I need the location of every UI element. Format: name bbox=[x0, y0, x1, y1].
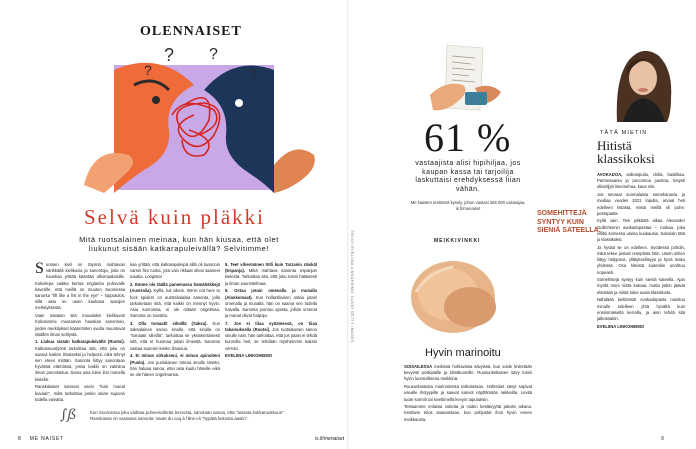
paragraph: Ranskalaiset sanovat usein "kuin munat kuvaan", mikä tarkoittaa jonkin asian sujuvan todella vaivatta. bbox=[35, 384, 125, 402]
columnist-portrait bbox=[605, 38, 681, 122]
pullquote: SOMEHITTEJÄ SYNTYY KUIN SIENIÄ SATEELLA. bbox=[537, 210, 601, 234]
column-title: Hitistä klassikoksi bbox=[597, 138, 655, 166]
statistic-description: vastaajista alisi hipihiljaa, jos kaupan kassa tai tarjoilija laskuttaisi erehdyksessä liian vähän. bbox=[415, 160, 521, 193]
paragraph-lead: 5. Teet vihermänen tölli kuin Tarzanin räiskäl (Espanja). bbox=[225, 262, 317, 274]
article-column-2 bbox=[130, 262, 220, 402]
svg-text:?: ? bbox=[249, 66, 257, 82]
paragraph: valkosipulia, chiliä, basilikaa. Parmesaania ja pecorinoa juustoa, tietysti oliiviöljyä limemehua, kaus niin. bbox=[597, 172, 685, 190]
statistic-source: Me Naisten teettämä kysely, johon vastasi 255 000 vastaajaa, is.fi/menaiset bbox=[410, 200, 526, 211]
footer-url: is.fi/menaiset bbox=[315, 436, 345, 442]
paragraph-lead: 3. Olla tomaatit silmillä (Saksa). bbox=[130, 320, 208, 326]
author-signature: EVELIINA LINKOHEIMO bbox=[225, 353, 273, 359]
paragraph-lead: 6. Ostaa jotain omenalla ja munalla (Alankomaat). bbox=[225, 288, 317, 300]
paragraph: Somehittejä syntyy kuin sieniä sateella. Ajan myötä moni niistä katoaa, mutta jotkin jäävät elämään ja niistä tulee uusia klassikoita. bbox=[597, 277, 685, 295]
main-headline: Selvä kuin pläkki bbox=[84, 205, 265, 229]
svg-text:?: ? bbox=[164, 45, 175, 65]
paragraph-lead: 7. Jos ei tiiaa syöämessä, on tiiaa takamuksella (Ruotsi). bbox=[225, 320, 317, 333]
receipt-illustration bbox=[425, 40, 505, 118]
paragraph: uomen kieli on täynnä mahtavan värikkäitä kielikuvia ja sanontoja, joita on hauskaa yrittää kääntää ulkomaalaisille. Kokeilepa vaikka kertoa englantia puhuvalle kaverille, että meillä on muuten Suomessa sanonta "lift like a fist in the eye" – lopputulos, sillä asia on usein kaukana sanojen merkityksestä. bbox=[35, 262, 125, 311]
column-body bbox=[597, 172, 685, 430]
paragraph: Ja hyvää se on edelleen. Syödessä pohdin, mikä tekee jostain reseptistä hitin. Usein siihen liittyy helppous, yllätyksellisyys ja hyvä maku yhdessä. Osa hiteistä kuitenkin unohtuu nopeasti. bbox=[597, 244, 685, 275]
svg-text:?: ? bbox=[209, 46, 218, 63]
footer-right bbox=[593, 436, 664, 442]
paragraph: Kylllä, luit oikein. We're not here to fuck spiders on australialaisia sanonta, jolla tarkoitetaan sitä, että kaikki on mennyt hyvin. Asia kunnossa, ei ole mitään ongelmaa. Sanonta on suosittu. bbox=[130, 288, 220, 319]
svg-text:?: ? bbox=[144, 62, 152, 78]
headline-deck: Mitä ruotsalainen meinaa, kun hän kiusaa, että olet liukunut sisään katkarapuleivällä? Selvitimme! bbox=[79, 235, 279, 253]
article-column-1 bbox=[35, 262, 125, 402]
signature-mark: ∫ß bbox=[60, 407, 77, 423]
page-number: 9 bbox=[661, 436, 664, 442]
dropcap: S bbox=[35, 262, 44, 277]
paragraph: Jos ruotsalainen sanoo sinulle näin, hän tarkoittaa, että jos jotain ei tehdä kunnolla heti, se tehdään myöhemmin kaksin verroin. bbox=[225, 327, 317, 351]
paragraph: Ruusunlastusta marinoimista tarkoitetaan. Hohteiset sävyt sopivat usealle ihotyypille ja saavat kasvot näyttämään raikkailta. Levitä tuote sormin tai siveltimellä kevyin taputuksin. bbox=[404, 384, 532, 402]
paragraph-lead: AVOKADOA, bbox=[597, 172, 623, 177]
paragraph-lead: 1. Liukua sisään katkarapuleivällä (Ruotsi). bbox=[35, 339, 125, 345]
paragraph: Mikä mahtava sanonta espanjan kielestä. Tarkoittaa sitä, että joku toimii hätäisesti ja ilman suunnitelmaa. bbox=[225, 268, 317, 286]
paragraph: Jos puolalainen toteaa sinulle tämän, hän haluaa sanoa, ettei asia kuulu hänelle eikä se ole hänen ongelmansa. bbox=[130, 359, 220, 377]
paragraph: Jos seuraat suomalaisia somekanavia ja mediaa vuoden 2021 lopulla, arvaat heti edelleen listasta, mistä meillä oli puhe: pestopasta. bbox=[597, 192, 685, 216]
footer-left bbox=[18, 436, 64, 442]
paragraph: kaa yrittää, että katkarapuleipä sillä oli taannoin varsin fiini ruoka, jota vain rikkaat olivat saaneet nauttia. Loogista! bbox=[130, 262, 220, 280]
page-gutter bbox=[347, 0, 349, 449]
big-statistic: 61 % bbox=[424, 115, 512, 160]
page-number: 8 bbox=[18, 436, 22, 442]
paragraph: Kun saksalainen sanoo sinulle, että sinulla on "tomaatit silmillä", tarkoittaa se yksinkertaisesti sitä, että et huomaa jotain ilmeistä. Sanonta vastaa suomen kielen ilmaisua. bbox=[130, 320, 220, 351]
makeup-body bbox=[404, 364, 532, 434]
paragraph: meikissä hohtavissa sävyissä, kun voide levitetään kevyesti poskipäille ja silmäluomille. Ruusunkeltainen sävy toimii hyvin luonnollisena meikkinä. bbox=[404, 364, 532, 382]
paragraph: Katkaravunlyönti tarkoittaa sitä, että joku on saanut kaiken ilmaiseksi ja helposti, eikä tehnyt sen eteen mitään. Sanonta liittyy sanontaan hyvässä elämässä, jossa kaikki on valmiina ilman ponnistelua. Sama asia tulee ilmi monella kielellä. bbox=[35, 345, 125, 382]
footer-magazine-name: ME NAISET bbox=[29, 436, 64, 442]
footnote: Kun Suomessa joku vaihtaa puheenaihetta lennosta, sanotaan sanoa, että "asiasta kukkaruukkuun". Ranskassa on vastaava sanonta: saute du coq à l'âne eli "hypätä kukosta aasiin". bbox=[90, 410, 285, 422]
column-label: TÄTÄ MIETIN bbox=[600, 130, 648, 136]
paragraph-lead: SOISAILESSA bbox=[404, 364, 433, 369]
illustration-confused-faces bbox=[44, 45, 339, 193]
paragraph: Vaan osataan sitä muualakin kielikuvat! Kokosimme muutaman hauskan sanonnan, joiden merkitykset käännösten avulla muuntuvat sisällön ilman selitystä. bbox=[35, 313, 125, 337]
makeup-kicker: MEIKKIVINKKI bbox=[434, 238, 481, 244]
author-signature: EVELIINA LINKOHEIMO bbox=[597, 323, 645, 329]
section-title: OLENNAISET bbox=[140, 24, 242, 39]
makeup-headline: Hyvin marinoitu bbox=[425, 347, 501, 359]
photo-credit: TEKSTI EVELIINA LINKOHEIMO, KUVAT GETTY IMAGES bbox=[350, 230, 354, 343]
paragraph: Testaamme erilaisia voiteita ja niiden kestävyyttä päivän aikana. Kestävin tulos saavutetaan, kun pohjustat ihon hyvin ennen meikkausta. bbox=[404, 404, 532, 422]
cosmetic-swatch-image bbox=[398, 252, 520, 342]
paragraph: Kun hollantilainen ostaa jotain omenalla ja munalla, hän on saanut sen todella halvalla. Sanonta juontuu ajoista, jolloin omenat ja munat olivat halpoja. bbox=[225, 294, 317, 319]
article-column-3 bbox=[225, 262, 317, 402]
paragraph: Kyllä vain. Tein pitkästä aikaa Alexander Gullichsenin avokadopastaa – ruokaa, joka villitsi somessa useita kuukausia. Sanoisin tätä jo klassikoksi. bbox=[597, 218, 685, 243]
paragraph-lead: 4. Ei minun sirkukseni, ei minun apinoiteni (Puola). bbox=[130, 353, 220, 365]
paragraph: Nähdään keittiössä! Avokadopasta maistuu minulle edelleen yhtä hyvältä kuin ensimmäisellä kerralla, ja aion tehdä sitä jatkossakin. bbox=[597, 297, 685, 321]
paragraph-lead: 2. Emme ole täällä panemassa hämähäkkejä (Australia). bbox=[130, 282, 220, 294]
